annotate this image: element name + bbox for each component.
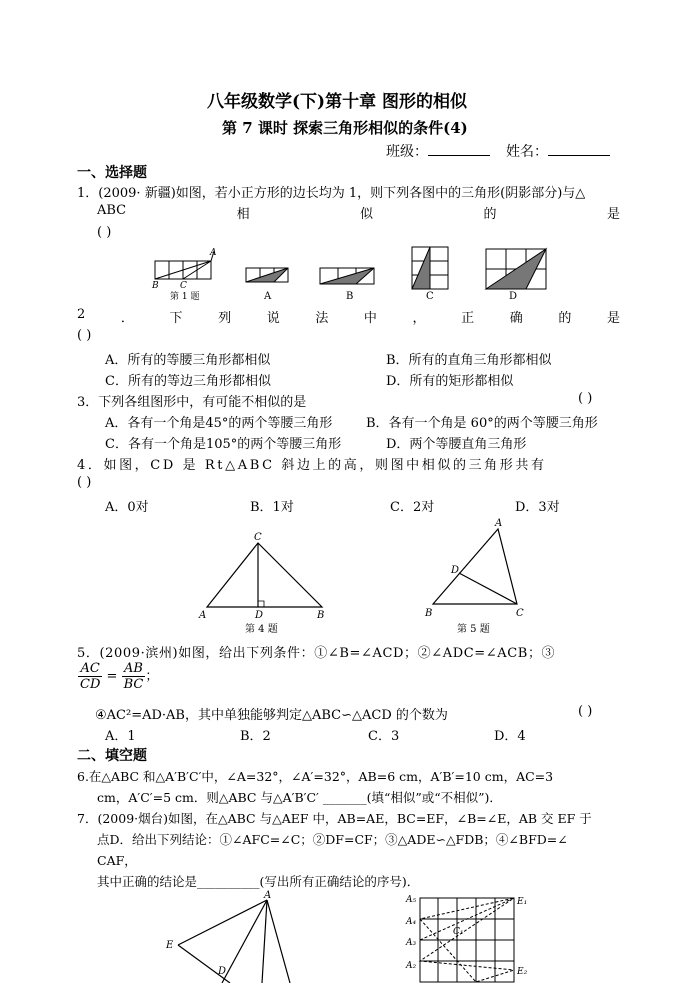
q7-grid-A5: A₅ [406, 895, 417, 905]
q1-line1: 1．(2009· 新疆)如图，若小正方形的边长均为 1，则下列各图中的三角形(阴影部分)与△ [77, 186, 586, 201]
q7-grid-A2: A₂ [406, 961, 417, 971]
q2-stem: 2 ． 下 列 说 法 中 ， 正 确 的 是 [77, 307, 620, 326]
q3-option-A[interactable]: A．各有一个角是45°的两个等腰三角形 [105, 416, 333, 431]
q4-option-D[interactable]: D．3对 [515, 500, 560, 515]
q4-option-C[interactable]: C．2对 [390, 500, 435, 515]
q6-line1: 6.在△ABC 和△A′B′C′中，∠A=32°，∠A′=32°，AB=6 cm，A′B′=10 cm，AC=3 [77, 769, 554, 784]
fig5-triangle [433, 529, 517, 604]
q2-option-D[interactable]: D．所有的矩形都相似 [386, 374, 514, 389]
q7-grid-E1: E₁ [517, 897, 528, 907]
q7-grid-figure [420, 898, 514, 982]
q7-grid-A3: A₃ [406, 938, 417, 948]
q5-stem: 5．(2009·滨州)如图，给出下列条件：①∠B=∠ACD；②∠ADC=∠ACB；③ [77, 646, 556, 661]
q3-option-C[interactable]: C．各有一个角是105°的两个等腰三角形 [105, 437, 342, 452]
q7-line2: 点D．给出下列结论：①∠AFC=∠C；②DF=CF；③△ADE∽△FDB；④∠BFD=∠ [97, 832, 568, 847]
q4-answer-paren[interactable]: ( ) [77, 475, 92, 490]
q5-option-A[interactable]: A．1 [105, 729, 136, 744]
q4-stem: 4．如图，CD 是 Rt△ABC 斜边上的高，则图中相似的三角形共有 [77, 458, 547, 473]
q7-line3: CAF， [97, 853, 137, 868]
q7-triangle-figure [178, 900, 290, 983]
q7-figures [150, 890, 550, 983]
fig5-caption: 第 5 题 [457, 624, 490, 635]
name-label: 姓名： [506, 144, 548, 160]
q1-option-A-label: A [264, 291, 272, 302]
q1-answer-paren[interactable]: ( ) [97, 225, 112, 240]
q7-label-E: E [166, 940, 174, 951]
q1-option-D-label: D [509, 291, 518, 302]
class-field[interactable] [386, 141, 490, 161]
fig4-triangle [207, 543, 322, 607]
q2-answer-paren[interactable]: ( ) [77, 328, 92, 343]
q5-option-D[interactable]: D．4 [494, 729, 526, 744]
name-field[interactable] [506, 141, 610, 161]
q1-label-A: A [210, 248, 217, 258]
q5-option-B[interactable]: B．2 [240, 729, 271, 744]
fig4-label-A: A [199, 610, 207, 621]
q1-main-figure [155, 251, 214, 279]
q5-condition-4: ④AC²=AD·AB，其中单独能够判定△ABC∽△ACD 的个数为 [95, 708, 448, 723]
q5-frac-ac-cd: $\frac{AC}{CD}$ [80, 661, 101, 692]
q7-grid-A4: A₄ [406, 917, 417, 927]
q1-option-A-figure [246, 268, 288, 282]
q4-q5-figures [195, 515, 535, 640]
q7-line1: 7．(2009·烟台)如图，在△ABC 与△AEF 中，AB=AE，BC=EF，∠B=∠E，AB 交 EF 于 [77, 811, 592, 826]
q7-label-A: A [264, 890, 272, 901]
q1-line2: ABC 相 似 的 是 [97, 203, 620, 222]
fig5-label-B: B [425, 608, 433, 619]
q5-answer-paren[interactable]: ( ) [578, 704, 593, 719]
q2-option-A[interactable]: A．所有的等腰三角形都相似 [105, 353, 271, 368]
q1-figures [150, 243, 560, 305]
fig4-label-C: C [254, 532, 262, 543]
section-fill-heading: 二、填空题 [77, 748, 147, 764]
q2-option-B[interactable]: B．所有的直角三角形都相似 [386, 353, 552, 368]
fig4-label-B: B [317, 610, 325, 621]
q1-option-C-label: C [426, 291, 434, 302]
q2-option-C[interactable]: C．所有的等边三角形都相似 [105, 374, 271, 389]
q1-option-C-figure [412, 247, 448, 289]
fig5-label-D: D [451, 565, 460, 576]
q7-line4: 其中正确的结论是__________(写出所有正确结论的序号)． [97, 874, 420, 889]
page-title: 八年级数学(下)第十章 图形的相似 [207, 92, 468, 112]
q1-label-B: B [152, 281, 159, 291]
q5-option-C[interactable]: C．3 [368, 729, 400, 744]
q5-condition-3: $\frac{AC}{CD}$ = $\frac{AB}{BC}$ ； [80, 661, 159, 692]
q4-option-B[interactable]: B．1对 [250, 500, 294, 515]
q1-label-C: C [180, 281, 187, 291]
q7-grid-C1: C₁ [453, 927, 464, 937]
q6-line2: cm，A′C′=5 cm．则△ABC 与△A′B′C′ _______(填“相似”或“不相似”)． [97, 790, 502, 805]
q1-option-D-figure [486, 249, 546, 289]
q7-label-D: D [218, 966, 227, 977]
q3-answer-paren[interactable]: ( ) [578, 391, 593, 406]
q3-option-B[interactable]: B．各有一个角是 60°的两个等腰三角形 [366, 416, 598, 431]
q1-option-B-figure [320, 268, 374, 284]
q1-fig-caption: 第 1 题 [170, 292, 200, 302]
fig5-label-A: A [495, 518, 503, 529]
fig4-label-D: D [255, 610, 264, 621]
q1-option-B-label: B [346, 291, 354, 302]
q4-option-A[interactable]: A．0对 [105, 500, 149, 515]
q5-frac-ab-bc: $\frac{AB}{BC}$ [123, 661, 144, 692]
class-label: 班级： [386, 144, 428, 160]
lesson-subtitle: 第 7 课时 探索三角形相似的条件(4) [222, 119, 468, 137]
q7-grid-E2: E₂ [517, 967, 528, 977]
q3-stem: 3．下列各组图形中，有可能不相似的是 [77, 395, 307, 410]
section-choice-heading: 一、选择题 [77, 165, 147, 181]
fig5-label-C: C [516, 608, 524, 619]
fig4-caption: 第 4 题 [245, 624, 278, 635]
q3-option-D[interactable]: D．两个等腰直角三角形 [386, 437, 527, 452]
